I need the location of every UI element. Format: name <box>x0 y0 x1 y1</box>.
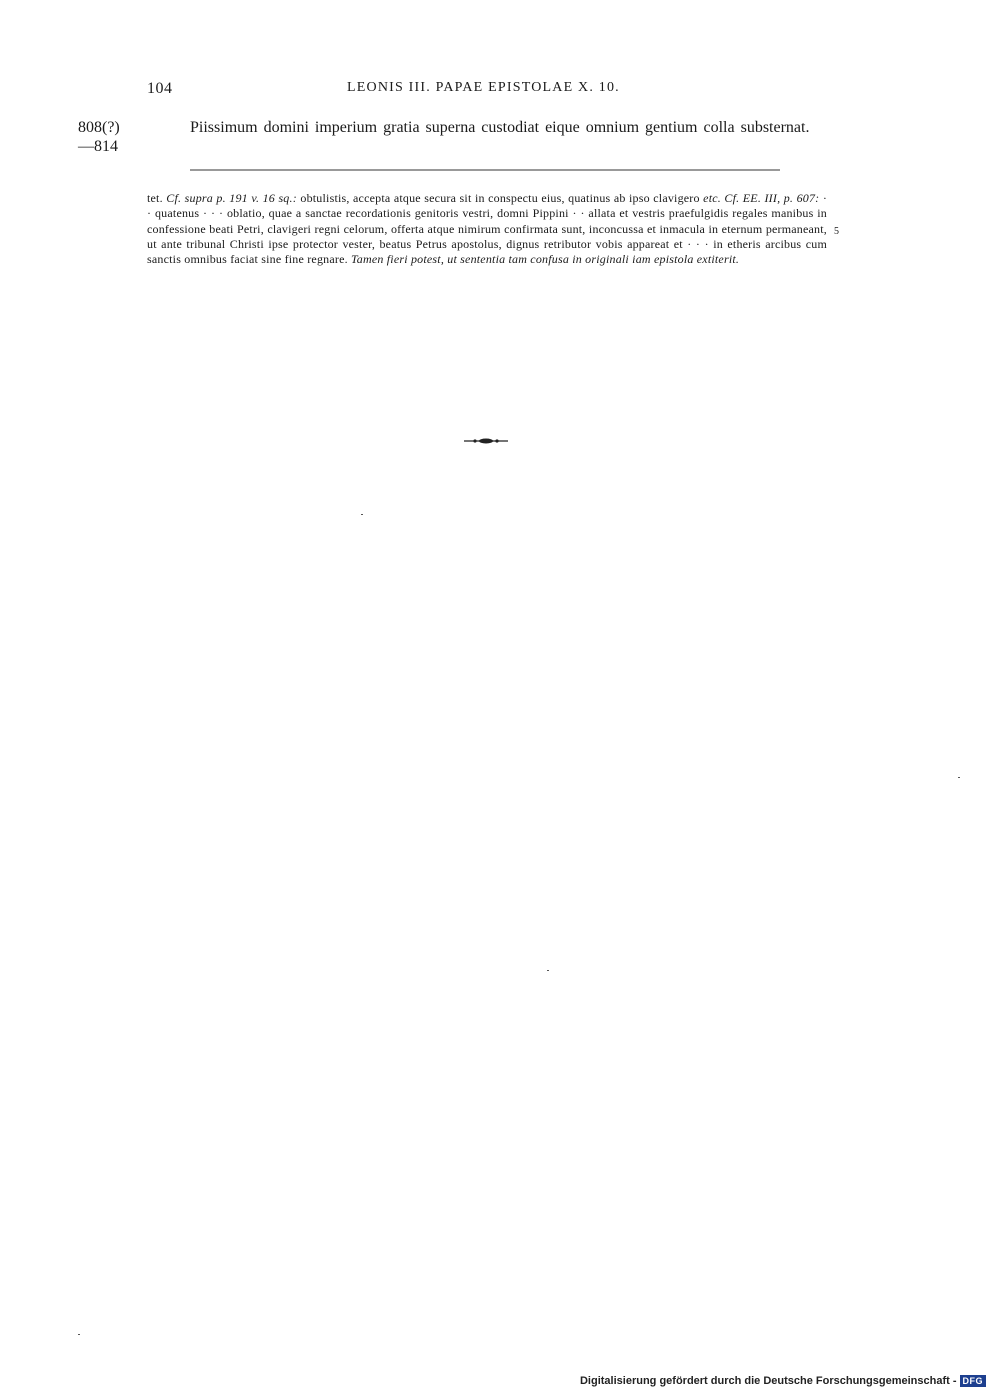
scan-speck <box>958 777 960 778</box>
dfg-logo: DFG <box>960 1375 987 1387</box>
footer-attribution <box>580 1375 986 1387</box>
footnote <box>147 191 827 267</box>
footnote-segment: · · quatenus · · · oblatio, quae a sanctae recordationis genitoris vestri, domni Pippini · · allata et vestris praefulgidis regales manibus in confessione beati Petri, clavigeri regni celorum, offerta atque nimirum confirmata sunt, inconcussa et inmacula in eternum permaneant, ut ante tribunal Christi ipse protector vester, beatus Petrus apostolus, dignus retributor vobis appareat et · · · in etheris arcibus cum sanctis omnibus faciat sine fine regnare. <box>147 191 828 267</box>
scan-speck <box>361 514 363 515</box>
ornament-divider-icon <box>462 436 510 446</box>
running-head: LEONIS III. PAPAE EPISTOLAE X. 10. <box>347 80 620 95</box>
page-number: 104 <box>147 80 173 97</box>
footnote-reference: Cf. supra p. 191 v. 16 sq.: <box>166 191 297 205</box>
margin-date <box>78 118 120 156</box>
separator-rule <box>190 168 780 172</box>
footnote-segment: tet. <box>147 191 163 205</box>
scan-speck <box>547 970 549 971</box>
footnote-reference: etc. Cf. EE. III, p. 607: <box>699 191 820 205</box>
line-number: 5 <box>834 226 839 237</box>
footnote-segment: obtulistis, accepta atque secura sit in conspectu eius, quatinus ab ipso clavigero <box>296 191 700 205</box>
scan-speck <box>78 1334 80 1335</box>
margin-date-line-1: 808(?) <box>78 119 120 136</box>
main-text: Piissimum domini imperium gratia superna custodiat eique omnium gentium colla substernat. <box>190 119 810 136</box>
footer-text: Digitalisierung gefördert durch die Deutsche Forschungsgemeinschaft - <box>579 1375 957 1387</box>
footnote-remark: Tamen fieri potest, ut sententia tam confusa in originali iam epistola extiterit. <box>347 252 740 267</box>
margin-date-line-2: —814 <box>78 138 118 155</box>
